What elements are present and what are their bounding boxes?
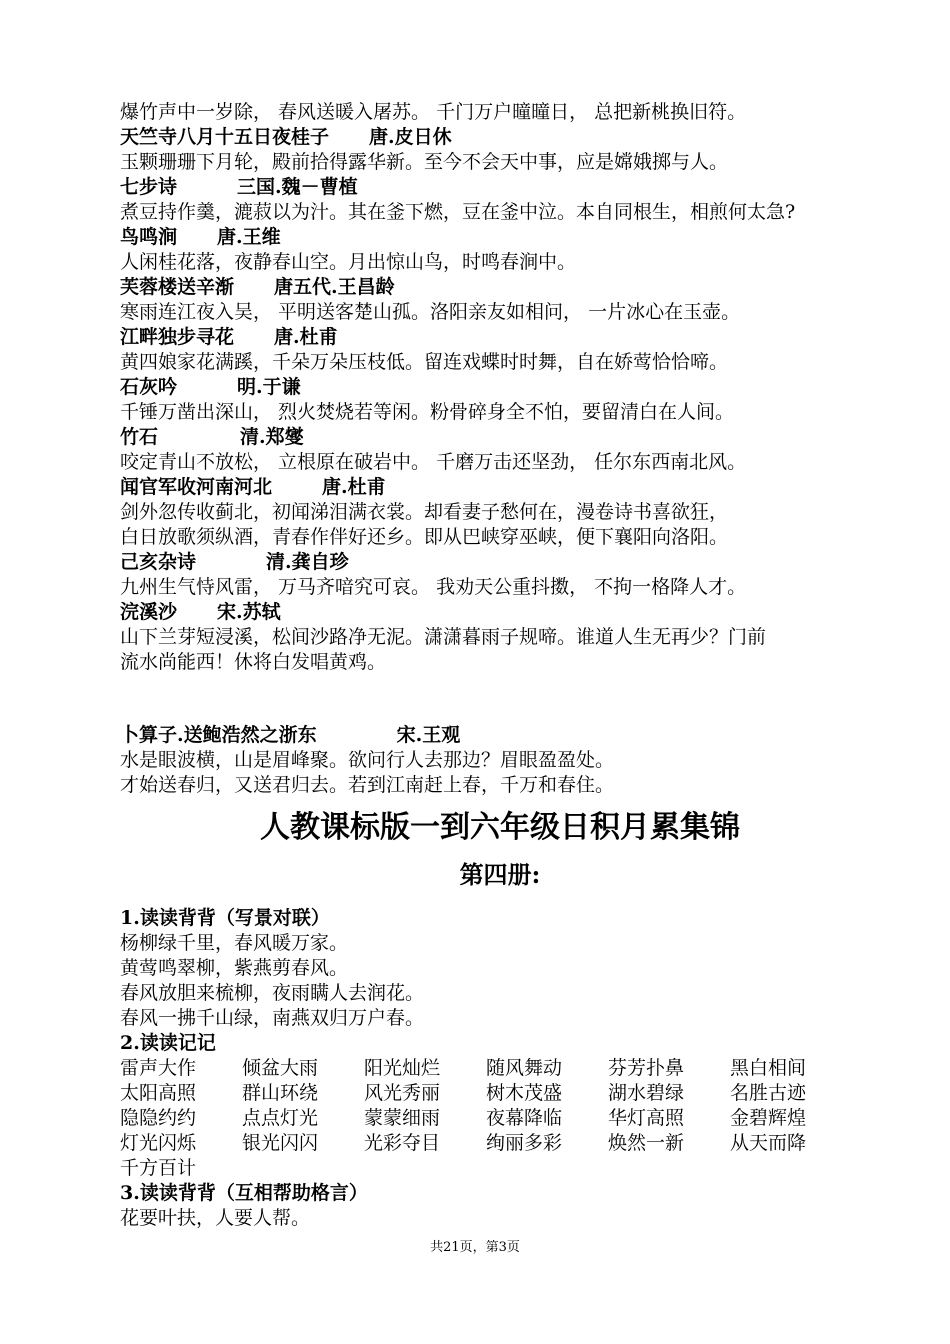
poem-line: 水是眼波横，山是眉峰聚。欲问行人去那边？眉眼盈盈处。 [120, 749, 615, 771]
poem-title: 竹石 [120, 426, 159, 448]
poem-0 [120, 100, 880, 125]
poem-title-row [120, 175, 880, 200]
poem-title: 鸟鸣涧 [120, 226, 178, 248]
word: 绚丽多彩 [486, 1132, 563, 1154]
word: 群山环绕 [242, 1082, 319, 1104]
word-row [120, 1106, 880, 1131]
poem-author: 宋.苏轼 [217, 601, 281, 623]
section-line: 黄莺鸣翠柳，紫燕剪春风。 [120, 957, 349, 979]
section-line: 花要叶扶，人要人帮。 [120, 1207, 311, 1229]
section-line: 杨柳绿千里，春风暖万家。 [120, 932, 349, 954]
poem-title-row [120, 275, 880, 300]
word: 雷声大作 [120, 1057, 197, 1079]
word: 名胜古迹 [730, 1082, 807, 1104]
word: 焕然一新 [608, 1132, 685, 1154]
poem-author: 唐五代.王昌龄 [274, 276, 395, 298]
word: 黑白相间 [730, 1057, 807, 1079]
word: 蒙蒙细雨 [364, 1107, 441, 1129]
section-line: 春风一拂千山绿，南燕双归万户春。 [120, 1007, 425, 1029]
poem-line: 黄四娘家花满蹊，千朵万朵压枝低。留连戏蝶时时舞，自在娇莺恰恰啼。 [120, 351, 729, 373]
section-3 [120, 1181, 880, 1231]
word-row [120, 1156, 880, 1181]
poem-title: 七步诗 [120, 176, 178, 198]
word-row [120, 1056, 880, 1081]
word: 华灯高照 [608, 1107, 685, 1129]
poem-line: 寒雨连江夜入吴， 平明送客楚山孤。洛阳亲友如相问， 一片冰心在玉壶。 [120, 301, 741, 323]
page-content [120, 100, 880, 1231]
word: 太阳高照 [120, 1082, 197, 1104]
word: 芬芳扑鼻 [608, 1057, 685, 1079]
spacer [120, 675, 880, 723]
poem-title-row [120, 475, 880, 500]
section-heading: 1.读读背背（写景对联） [120, 907, 330, 929]
word: 银光闪闪 [242, 1132, 319, 1154]
poem-line: 才始送春归，又送君归去。若到江南赶上春，千万和春住。 [120, 774, 615, 796]
poem-line: 煮豆持作羹，漉菽以为汁。其在釜下燃，豆在釜中泣。本自同根生，相煎何太急? [120, 201, 796, 223]
word: 夜幕降临 [486, 1107, 563, 1129]
poem-10 [120, 600, 880, 675]
poem-title: 己亥杂诗 [120, 551, 197, 573]
poem-9 [120, 550, 880, 600]
poem-author: 唐.王维 [217, 226, 281, 248]
section-line: 春风放胆来梳柳，夜雨瞒人去润花。 [120, 982, 425, 1004]
section-2 [120, 1031, 880, 1181]
poem-title: 石灰吟 [120, 376, 178, 398]
poem-line: 玉颗珊珊下月轮，殿前拾得露华新。至今不会天中事，应是嫦娥掷与人。 [120, 151, 729, 173]
poem-title-row [120, 225, 880, 250]
poem-line: 九州生气恃风雷， 万马齐喑究可哀。 我劝天公重抖擞， 不拘一格降人才。 [120, 576, 747, 598]
poem-line: 剑外忽传收蓟北，初闻涕泪满衣裳。却看妻子愁何在，漫卷诗书喜欲狂， [120, 501, 729, 523]
poem-7 [120, 425, 880, 475]
poem-title-row [120, 125, 880, 150]
poem-title-row [120, 600, 880, 625]
poem-line: 人闲桂花落，夜静春山空。月出惊山鸟，时鸣春涧中。 [120, 251, 577, 273]
poem-line: 流水尚能西！休将白发唱黄鸡。 [120, 651, 387, 673]
page-footer: 共21页，第3页 [430, 1240, 520, 1255]
poem-4 [120, 275, 880, 325]
word: 金碧辉煌 [730, 1107, 807, 1129]
poem-title-row [120, 325, 880, 350]
poem-author: 唐.杜甫 [322, 476, 386, 498]
poem-line: 千锤万凿出深山， 烈火焚烧若等闲。粉骨碎身全不怕，要留清白在人间。 [120, 401, 735, 423]
poem-3 [120, 225, 880, 275]
poem-title: 天竺寺八月十五日夜桂子 [120, 126, 330, 148]
poem-title-row [120, 375, 880, 400]
word: 从天而降 [730, 1132, 807, 1154]
poem-title: 芙蓉楼送辛渐 [120, 276, 235, 298]
poem-line: 白日放歌须纵酒，青春作伴好还乡。即从巴峡穿巫峡，便下襄阳向洛阳。 [120, 526, 729, 548]
poem-author: 清.郑燮 [240, 426, 304, 448]
section-heading: 2.读读记记 [120, 1032, 216, 1054]
poem-1 [120, 125, 880, 175]
word-row [120, 1131, 880, 1156]
word: 风光秀丽 [364, 1082, 441, 1104]
poem-line: 山下兰芽短浸溪，松间沙路净无泥。潇潇暮雨子规啼。谁道人生无再少？门前 [120, 626, 767, 648]
poem-line: 爆竹声中一岁除， 春风送暖入屠苏。 千门万户曈曈日， 总把新桃换旧符。 [120, 101, 747, 123]
poem-line: 咬定青山不放松， 立根原在破岩中。 千磨万击还坚劲， 任尔东西南北风。 [120, 451, 747, 473]
poem-5 [120, 325, 880, 375]
word: 光彩夺目 [364, 1132, 441, 1154]
poem-2 [120, 175, 880, 225]
poem-last [120, 723, 880, 798]
poem-title-row [120, 550, 880, 575]
poem-8 [120, 475, 880, 550]
word: 随风舞动 [486, 1057, 563, 1079]
section-heading: 3.读读背背（互相帮助格言） [120, 1182, 368, 1204]
word: 阳光灿烂 [364, 1057, 441, 1079]
poem-author: 明.于谦 [237, 376, 301, 398]
poem-title: 卜算子.送鲍浩然之浙东 [120, 724, 317, 746]
word: 树木茂盛 [486, 1082, 563, 1104]
poem-author: 清.龚自珍 [266, 551, 349, 573]
section-1 [120, 906, 880, 1031]
word: 千方百计 [120, 1157, 197, 1179]
poem-title: 闻官军收河南河北 [120, 476, 273, 498]
word: 隐隐约约 [120, 1107, 197, 1129]
poem-author: 三国.魏－曹植 [237, 176, 358, 198]
word: 湖水碧绿 [608, 1082, 685, 1104]
poem-title-row [120, 425, 880, 450]
word: 灯光闪烁 [120, 1132, 197, 1154]
poem-author: 唐.皮日休 [369, 126, 452, 148]
main-title: 人教课标版一到六年级日积月累集锦 [260, 810, 740, 845]
word-row [120, 1081, 880, 1106]
poem-title-row [120, 723, 880, 748]
poem-title: 江畔独步寻花 [120, 326, 235, 348]
poem-6 [120, 375, 880, 425]
poem-title: 浣溪沙 [120, 601, 178, 623]
word: 点点灯光 [242, 1107, 319, 1129]
word: 倾盆大雨 [242, 1057, 319, 1079]
poem-author: 宋.王观 [396, 724, 461, 746]
sub-title: 第四册: [459, 860, 541, 889]
poem-author: 唐.杜甫 [274, 326, 338, 348]
